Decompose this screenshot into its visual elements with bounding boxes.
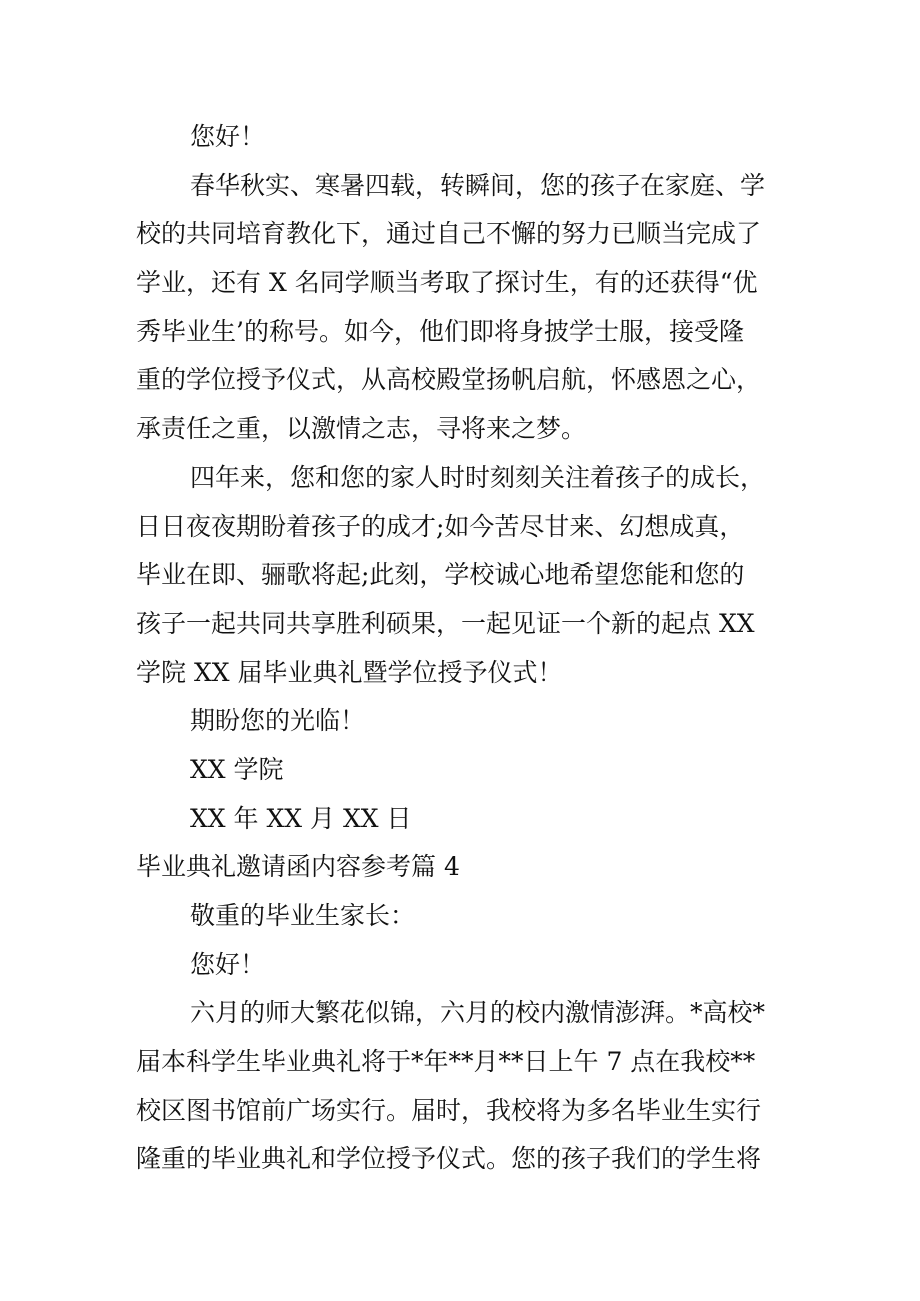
date-line: XX 年 XX 月 XX 日 <box>190 803 412 833</box>
salutation-line: 敬重的毕业生家长： <box>190 901 416 930</box>
greeting-line: 您好！ <box>190 949 266 979</box>
paragraph-line: 校的共同培育教化下，通过自己不懈的努力已顺当完成了 <box>136 219 762 249</box>
paragraph-line: 春华秋实、寒暑四载，转瞬间，您的孩子在家庭、学 <box>190 170 766 200</box>
paragraph-line: 隆重的毕业典礼和学位授予仪式。您的孩子我们的学生将 <box>136 1144 762 1174</box>
paragraph-line: 届本科学生毕业典礼将于*年**月**日上午 7 点在我校** <box>136 1047 756 1077</box>
paragraph-line: 六月的师大繁花似锦，六月的校内激情澎湃。*高校* <box>190 998 766 1028</box>
paragraph-line: 毕业在即、骊歌将起;此刻，学校诚心地希望您能和您的 <box>136 560 745 590</box>
document-body <box>136 113 796 1184</box>
paragraph-line: 孩子一起共同共享胜利硕果，一起见证一个新的起点 XX <box>136 608 755 638</box>
paragraph-line: 学业，还有 X 名同学顺当考取了探讨生，有的还获得“优 <box>136 268 758 298</box>
closing-line: 期盼您的光临！ <box>190 706 366 736</box>
paragraph-line: 日日夜夜期盼着孩子的成才;如今苦尽甘来、幻想成真， <box>136 511 745 541</box>
paragraph-line: 四年来，您和您的家人时时刻刻关注着孩子的成长， <box>190 462 766 492</box>
signature-line: XX 学院 <box>190 754 284 784</box>
section-heading: 毕业典礼邀请函内容参考篇 4 <box>136 852 460 882</box>
greeting-line: 您好！ <box>190 122 266 151</box>
paragraph-line: 承责任之重，以激情之志，寻将来之梦。 <box>136 414 587 444</box>
paragraph-line: 校区图书馆前广场实行。届时，我校将为多名毕业生实行 <box>136 1095 762 1125</box>
paragraph-line: 重的学位授予仪式，从高校殿堂扬帆启航，怀感恩之心， <box>136 365 762 395</box>
paragraph-line: 秀毕业生’的称号。如今，他们即将身披学士服，接受隆 <box>136 316 744 346</box>
paragraph-line: 学院 XX 届毕业典礼暨学位授予仪式！ <box>136 657 563 687</box>
